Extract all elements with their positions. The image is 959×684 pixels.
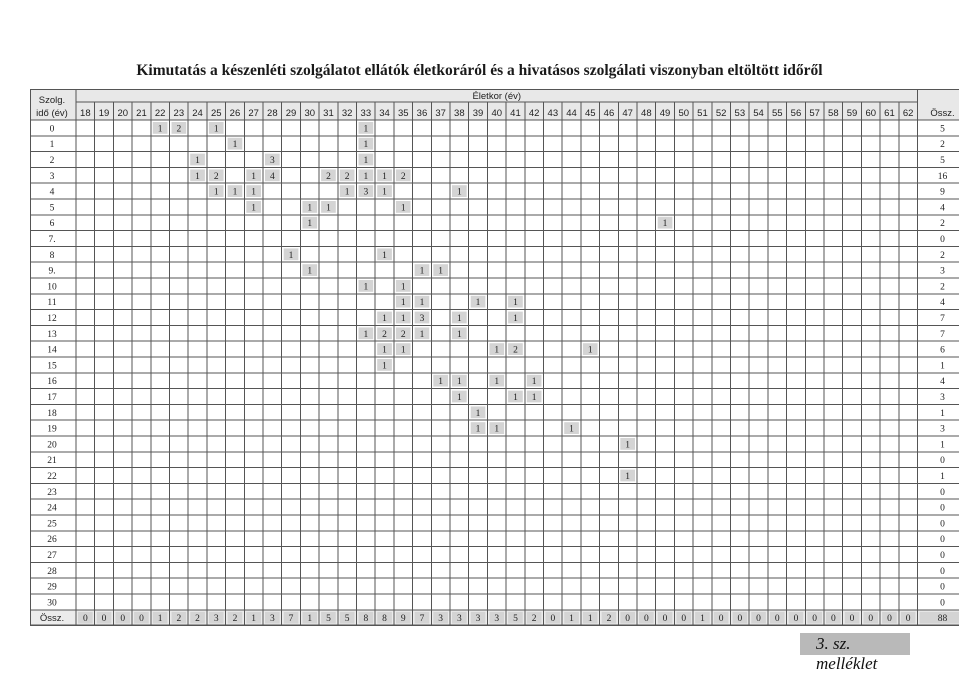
row-total: 0 (940, 598, 945, 609)
service-year-label: 28 (47, 566, 57, 577)
service-header-line2: idő (év) (36, 108, 68, 119)
age-column-header: 45 (584, 108, 596, 119)
row-total: 4 (940, 298, 945, 309)
row-total: 2 (940, 140, 945, 151)
age-column-header: 48 (641, 108, 652, 119)
column-total: 0 (681, 614, 687, 625)
column-total: 0 (737, 614, 743, 625)
count-cell: 1 (382, 314, 387, 324)
column-total: 3 (494, 614, 500, 625)
age-column-header: 29 (285, 108, 297, 119)
age-column-header: 35 (397, 108, 409, 119)
annex-label-box (800, 633, 910, 673)
column-total: 0 (849, 614, 855, 625)
service-year-label: 3 (49, 171, 55, 182)
row-total: 1 (940, 408, 945, 419)
row-total: 16 (937, 171, 948, 182)
column-total: 0 (868, 614, 874, 625)
sum-row-header: Össz. (39, 613, 65, 625)
count-cell: 1 (363, 329, 369, 340)
row-total: 3 (940, 424, 945, 435)
age-column-header: 42 (528, 108, 540, 119)
count-cell: 1 (456, 377, 462, 388)
age-column-header: 18 (80, 108, 91, 119)
count-cell: 1 (232, 140, 238, 151)
count-cell: 1 (213, 124, 219, 135)
column-total: 7 (288, 614, 294, 625)
row-total: 0 (940, 566, 945, 577)
service-year-label: 10 (47, 282, 57, 293)
column-total: 2 (531, 614, 537, 625)
column-total: 0 (830, 614, 836, 625)
count-cell: 2 (400, 171, 406, 182)
count-cell: 1 (363, 140, 369, 151)
row-total: 3 (940, 266, 945, 277)
age-column-header: 54 (753, 108, 764, 119)
count-cell: 1 (625, 472, 631, 482)
count-cell: 1 (195, 156, 200, 166)
grand-total: 88 (937, 614, 948, 625)
row-total: 0 (940, 535, 945, 546)
count-cell: 1 (382, 345, 387, 356)
count-cell: 1 (531, 393, 537, 403)
column-total: 0 (625, 614, 631, 625)
count-cell: 3 (419, 314, 425, 324)
service-year-label: 16 (47, 377, 57, 388)
column-total: 0 (905, 614, 911, 625)
column-total: 3 (456, 614, 462, 625)
count-cell: 1 (419, 298, 425, 309)
row-total: 5 (940, 156, 945, 166)
count-cell: 4 (269, 171, 275, 182)
age-column-header: 19 (98, 108, 110, 119)
count-cell: 1 (513, 314, 518, 324)
document-title: Kimutatás a készenléti szolgálatot ellátók életkoráról és a hivatásos szolgálati viszonyban eltöltött időről (136, 62, 823, 79)
age-column-header: 59 (846, 108, 858, 119)
column-total: 2 (195, 614, 200, 625)
count-cell: 1 (363, 282, 369, 293)
service-year-label: 17 (47, 393, 57, 403)
count-cell: 1 (307, 266, 313, 277)
age-column-header: 23 (173, 108, 185, 119)
age-column-header: 51 (697, 108, 708, 119)
count-cell: 2 (326, 171, 331, 182)
count-cell: 1 (251, 203, 257, 214)
service-year-label: 5 (49, 203, 55, 214)
service-year-label: 22 (47, 472, 57, 482)
service-header-line1: Szolg. (38, 95, 66, 106)
service-year-label: 11 (47, 298, 57, 309)
column-total: 2 (232, 614, 238, 625)
count-cell: 2 (513, 345, 518, 356)
age-column-header: 40 (491, 108, 503, 119)
service-year-label: 26 (47, 535, 57, 546)
count-cell: 1 (569, 424, 574, 435)
column-total: 0 (643, 614, 649, 625)
age-column-header: 30 (304, 108, 316, 119)
count-cell: 3 (269, 156, 275, 166)
row-total: 7 (940, 314, 945, 324)
service-year-label: 23 (47, 487, 57, 498)
count-cell: 2 (344, 171, 350, 182)
age-column-header: 58 (828, 108, 839, 119)
count-cell: 1 (475, 424, 481, 435)
row-total: 0 (940, 235, 945, 245)
age-column-header: 46 (603, 108, 615, 119)
row-total: 7 (940, 329, 945, 340)
count-cell: 1 (382, 187, 387, 198)
count-cell: 1 (307, 203, 313, 214)
count-cell: 1 (419, 329, 425, 340)
count-cell: 1 (438, 377, 444, 388)
age-column-header: 56 (790, 108, 802, 119)
service-year-label: 27 (47, 551, 57, 561)
column-total: 1 (157, 614, 163, 625)
age-column-header: 61 (884, 108, 895, 119)
row-total: 1 (940, 440, 945, 451)
age-column-header: 39 (472, 108, 484, 119)
age-column-header: 53 (734, 108, 746, 119)
count-cell: 1 (382, 361, 387, 372)
column-total: 0 (120, 614, 126, 625)
column-total: 0 (774, 614, 780, 625)
age-column-header: 62 (902, 108, 914, 119)
age-column-header: 33 (360, 108, 372, 119)
column-total: 5 (513, 614, 518, 625)
age-column-header: 36 (416, 108, 428, 119)
count-cell: 1 (382, 250, 387, 261)
column-total: 9 (400, 614, 406, 625)
count-cell: 2 (400, 329, 406, 340)
count-cell: 1 (195, 171, 200, 182)
age-column-header: 43 (547, 108, 559, 119)
age-column-header: 49 (659, 108, 671, 119)
service-year-label: 14 (47, 345, 57, 356)
column-total: 1 (307, 614, 313, 625)
service-year-label: 25 (47, 519, 57, 530)
column-total: 7 (419, 614, 425, 625)
column-total: 8 (382, 614, 387, 625)
service-year-label: 9. (48, 266, 56, 277)
age-column-header: 47 (622, 108, 633, 119)
count-cell: 1 (307, 219, 313, 230)
column-total: 8 (363, 614, 369, 625)
age-column-header: 41 (510, 108, 521, 119)
count-cell: 1 (400, 314, 406, 324)
row-total: 9 (940, 187, 945, 198)
age-column-header: 22 (154, 108, 166, 119)
age-column-header: 28 (267, 108, 278, 119)
row-total: 2 (940, 282, 945, 293)
count-cell: 1 (400, 282, 406, 293)
count-cell: 2 (176, 124, 182, 135)
count-cell: 1 (625, 440, 631, 451)
column-total: 0 (550, 614, 556, 625)
count-cell: 1 (213, 187, 219, 198)
count-cell: 1 (475, 408, 481, 419)
column-total: 0 (887, 614, 892, 625)
age-column-header: 25 (210, 108, 222, 119)
column-total: 5 (326, 614, 331, 625)
service-year-label: 8 (49, 250, 55, 261)
count-cell: 1 (419, 266, 425, 277)
count-cell: 1 (363, 156, 369, 166)
count-cell: 1 (494, 377, 500, 388)
count-cell: 1 (662, 219, 668, 230)
column-total: 0 (718, 614, 724, 625)
age-column-header: 55 (771, 108, 783, 119)
column-total: 0 (793, 614, 799, 625)
row-total: 5 (940, 124, 945, 135)
count-cell: 1 (400, 298, 406, 309)
column-total: 2 (606, 614, 612, 625)
row-total: 4 (940, 377, 945, 388)
count-cell: 1 (157, 124, 163, 135)
count-cell: 1 (531, 377, 537, 388)
count-cell: 1 (475, 298, 481, 309)
annex-label: 3. sz. melléklet (816, 634, 878, 673)
row-total: 0 (940, 582, 945, 593)
count-cell: 1 (344, 187, 350, 198)
service-year-label: 7. (48, 235, 56, 245)
age-column-header: 32 (341, 108, 353, 119)
age-column-header: 38 (454, 108, 465, 119)
service-year-label: 4 (49, 187, 55, 198)
service-year-label: 30 (47, 598, 57, 609)
service-year-label: 24 (47, 503, 57, 514)
row-total: 4 (940, 203, 945, 214)
column-total: 0 (101, 614, 107, 625)
age-group-header: Életkor (év) (472, 91, 522, 102)
service-year-label: 21 (47, 456, 57, 467)
row-total: 2 (940, 250, 945, 261)
count-cell: 1 (326, 203, 331, 214)
column-total: 3 (213, 614, 219, 625)
row-total: 3 (940, 393, 945, 403)
age-column-header: 44 (566, 108, 577, 119)
service-year-label: 19 (47, 424, 57, 435)
service-year-label: 1 (49, 140, 55, 151)
count-cell: 1 (456, 187, 462, 198)
count-cell: 1 (456, 314, 462, 324)
count-cell: 1 (513, 298, 518, 309)
count-cell: 1 (382, 171, 387, 182)
count-cell: 1 (438, 266, 444, 277)
age-column-header: 27 (248, 108, 259, 119)
column-total: 1 (700, 614, 705, 625)
age-column-header: 24 (192, 108, 203, 119)
count-cell: 1 (232, 187, 238, 198)
column-total: 2 (176, 614, 182, 625)
row-total: 6 (940, 345, 945, 356)
service-age-table (30, 89, 959, 635)
service-year-label: 2 (49, 156, 55, 166)
row-total: 0 (940, 487, 945, 498)
service-year-label: 18 (47, 408, 57, 419)
row-total: 0 (940, 551, 945, 561)
count-cell: 1 (251, 187, 257, 198)
age-column-header: 52 (715, 108, 727, 119)
row-total: 1 (940, 472, 945, 482)
count-cell: 2 (382, 329, 387, 340)
age-column-header: 34 (379, 108, 390, 119)
age-column-header: 60 (865, 108, 877, 119)
count-cell: 2 (213, 171, 219, 182)
column-total: 0 (82, 614, 88, 625)
row-total: 0 (940, 456, 945, 467)
service-year-label: 6 (49, 219, 55, 230)
column-total: 3 (269, 614, 275, 625)
row-total: 0 (940, 503, 945, 514)
count-cell: 3 (363, 187, 369, 198)
column-total: 1 (251, 614, 257, 625)
age-column-header: 21 (136, 108, 147, 119)
column-total: 3 (438, 614, 444, 625)
count-cell: 1 (400, 203, 406, 214)
sum-column-header: Össz. (930, 108, 955, 119)
count-cell: 1 (494, 345, 500, 356)
count-cell: 1 (456, 393, 462, 403)
count-cell: 1 (456, 329, 462, 340)
count-cell: 1 (288, 250, 294, 261)
column-total: 1 (569, 614, 574, 625)
service-year-label: 13 (47, 329, 57, 340)
age-column-header: 31 (323, 108, 334, 119)
age-column-header: 20 (117, 108, 129, 119)
age-column-header: 57 (809, 108, 820, 119)
column-total: 0 (812, 614, 818, 625)
count-cell: 1 (513, 393, 518, 403)
column-total: 3 (475, 614, 481, 625)
service-year-label: 20 (47, 440, 57, 451)
row-total: 0 (940, 519, 945, 530)
column-total: 0 (756, 614, 761, 625)
row-total: 1 (940, 361, 945, 372)
service-year-label: 12 (47, 314, 57, 324)
count-cell: 1 (400, 345, 406, 356)
service-year-label: 15 (47, 361, 57, 372)
column-total: 1 (587, 614, 593, 625)
column-total: 0 (662, 614, 668, 625)
count-cell: 1 (494, 424, 500, 435)
age-column-header: 50 (678, 108, 690, 119)
age-column-header: 26 (229, 108, 241, 119)
row-total: 2 (940, 219, 945, 230)
count-cell: 1 (251, 171, 257, 182)
service-year-label: 29 (47, 582, 57, 593)
count-cell: 1 (363, 124, 369, 135)
count-cell: 1 (363, 171, 369, 182)
age-column-header: 37 (435, 108, 446, 119)
column-total: 5 (344, 614, 350, 625)
service-year-label: 0 (49, 124, 55, 135)
count-cell: 1 (587, 345, 593, 356)
column-total: 0 (139, 614, 144, 625)
